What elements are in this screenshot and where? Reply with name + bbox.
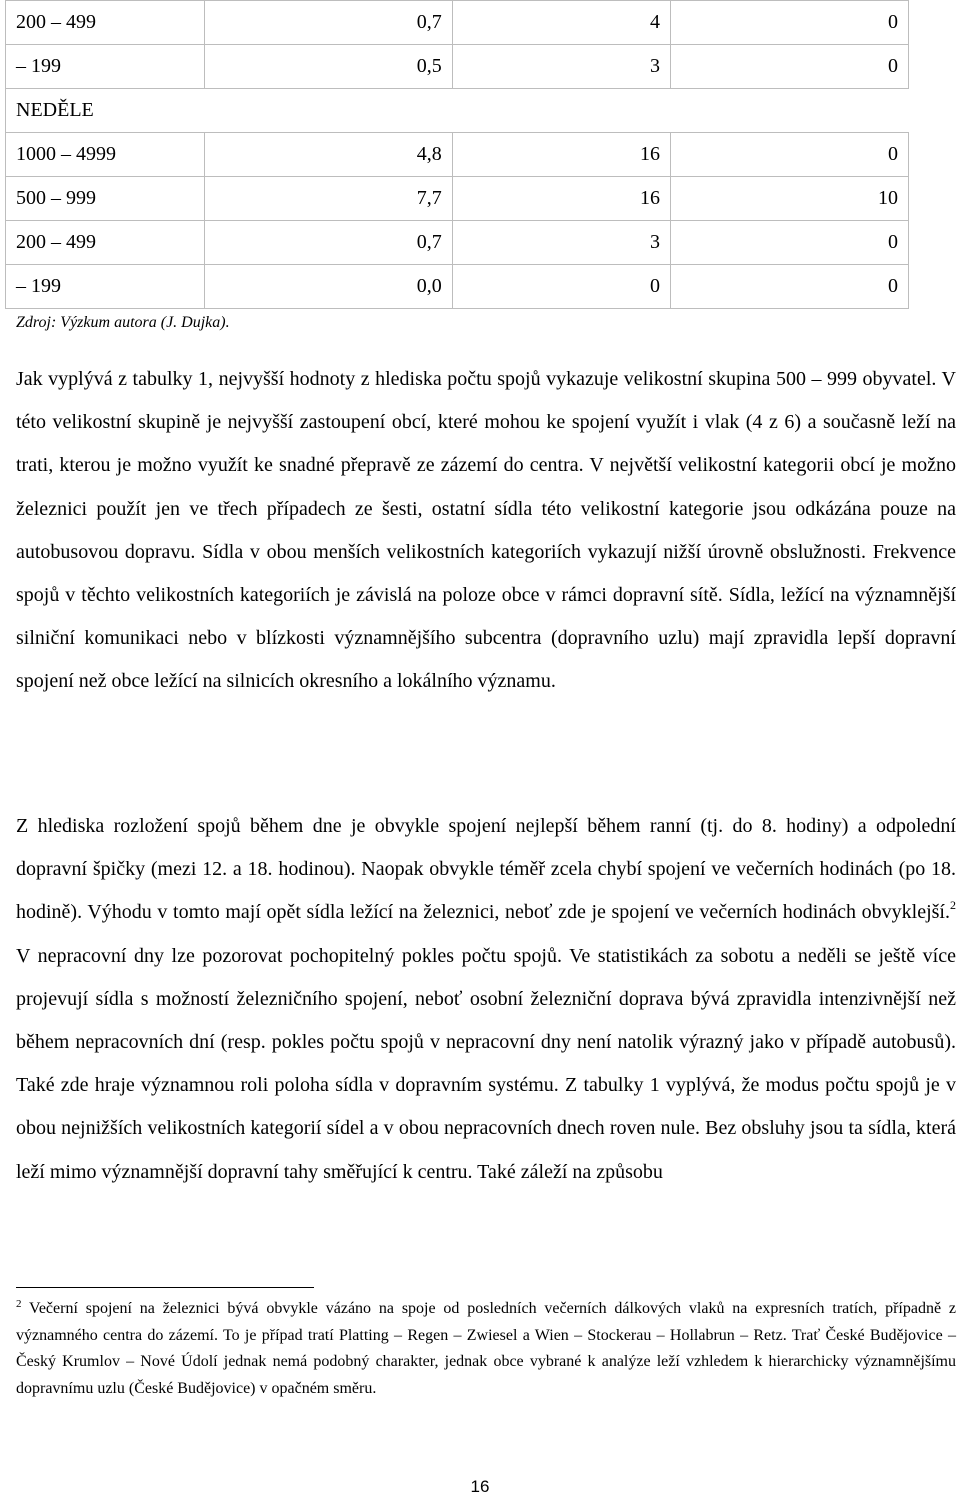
paragraph-2 <box>16 805 956 1194</box>
footnote-separator <box>16 1287 314 1288</box>
table-source-note: Zdroj: Výzkum autora (J. Dujka). <box>16 314 230 331</box>
table-row <box>6 45 909 89</box>
table-cell-value: 16 <box>452 133 670 177</box>
table-cell-value: 0 <box>671 221 909 265</box>
table-cell-category: – 199 <box>6 45 205 89</box>
table-cell-category: 500 – 999 <box>6 177 205 221</box>
table-cell-category: 1000 – 4999 <box>6 133 205 177</box>
table-cell-value: 10 <box>671 177 909 221</box>
paragraph-2-text-start: Z hlediska rozložení spojů během dne je obvykle spojení nejlepší během ranní (tj. do 8. hodiny) a odpolední dopravní špičky (mezi 12. a 18. hodinou). Naopak obvykle téměř zcela chybí spojení ve večerních hodinách (po 18. hodině). Výhodu v tomto mají opět sídla ležící na železnici, neboť zde je spojení ve večerních hodinách obvyklejší. <box>16 815 956 924</box>
table-section-row <box>6 89 909 133</box>
data-table <box>5 0 909 309</box>
table-cell-value: 7,7 <box>204 177 452 221</box>
paragraph-1: Jak vyplývá z tabulky 1, nejvyšší hodnoty z hlediska počtu spojů vykazuje velikostní skupina 500 – 999 obyvatel. V této velikostní skupině je nejvyšší zastoupení obcí, které mohou ke spojení využít i vlak (4 z 6) a současně leží na trati, kterou je možno využít ke snadné přepravě ze zázemí do centra. V největší velikostní kategorii obcí je možno železnici použít jen ve třech případech ze šesti, ostatní sídla této velikostní kategorie jsou odkázána pouze na autobusovou dopravu. Sídla v obou menších velikostních kategoriích vykazují nižší úrovně obslužnosti. Frekvence spojů v těchto velikostních kategoriích je závislá na poloze obce v rámci dopravní sítě. Sídla, ležící na významnější silniční komunikaci nebo v blízkosti významnějšího subcentra (dopravního uzlu) mají zpravidla lepší dopravní spojení než obce ležící na silnicích okresního a lokálního významu. <box>16 368 956 693</box>
table-row <box>6 265 909 309</box>
table-cell-value: 0 <box>452 265 670 309</box>
table-cell-value: 0 <box>671 45 909 89</box>
table-cell-value: 0 <box>671 133 909 177</box>
table-cell-value: 0,7 <box>204 221 452 265</box>
footnote-number: 2 <box>16 1298 22 1310</box>
table-row <box>6 1 909 45</box>
footnote <box>16 1296 956 1402</box>
table-body <box>6 1 909 309</box>
table-cell-category: – 199 <box>6 265 205 309</box>
paragraph-2-text-end: V nepracovní dny lze pozorovat pochopitelný pokles počtu spojů. Ve statistikách za sobotu a neděli se ještě více projevují sídla s možností železničního spojení, neboť osobní železniční doprava bývá zpravidla intenzivnější než během nepracovních dní (resp. pokles počtu spojů v nepracovní dny není natolik výrazný jako v případě autobusů). Také zde hraje významnou roli poloha sídla v dopravním systému. Z tabulky 1 vyplývá, že modus počtu spojů je v obou nejnižších velikostních kategorií sídel a v obou nepracovních dnech roven nule. Bez obsluhy jsou ta sídla, která leží mimo významnější dopravní tahy směřující k centru. Také záleží na způsobu <box>16 944 956 1183</box>
table-row <box>6 221 909 265</box>
table-cell-value: 4,8 <box>204 133 452 177</box>
table-cell-category: 200 – 499 <box>6 1 205 45</box>
table-row <box>6 133 909 177</box>
table-cell-value: 4 <box>452 1 670 45</box>
table-cell-value: 0 <box>671 1 909 45</box>
footnote-text: Večerní spojení na železnici bývá obvykle vázáno na spoje od posledních večerních dálkových vlaků na expresních tratích, případně z významného centra do zázemí. To je případ tratí Platting – Regen – Zwiesel a Wien – Stockerau – Hollabrun – Retz. Trať České Budějovice – Český Krumlov – Nové Údolí jednak nemá podobný charakter, jednak obce vybrané k analýze leží vzhledem k hierarchicky významnějšímu dopravnímu uzlu (České Budějovice) v opačném směru. <box>16 1300 956 1397</box>
footnote-reference[interactable]: 2 <box>950 898 956 913</box>
table-section-label: NEDĚLE <box>6 89 909 133</box>
table-cell-value: 3 <box>452 45 670 89</box>
page-number: 16 <box>470 1477 490 1496</box>
table-cell-value: 0,7 <box>204 1 452 45</box>
table-cell-value: 0 <box>671 265 909 309</box>
table-cell-value: 0,5 <box>204 45 452 89</box>
table-cell-value: 3 <box>452 221 670 265</box>
table-cell-category: 200 – 499 <box>6 221 205 265</box>
table-cell-value: 16 <box>452 177 670 221</box>
table-row <box>6 177 909 221</box>
table-cell-value: 0,0 <box>204 265 452 309</box>
